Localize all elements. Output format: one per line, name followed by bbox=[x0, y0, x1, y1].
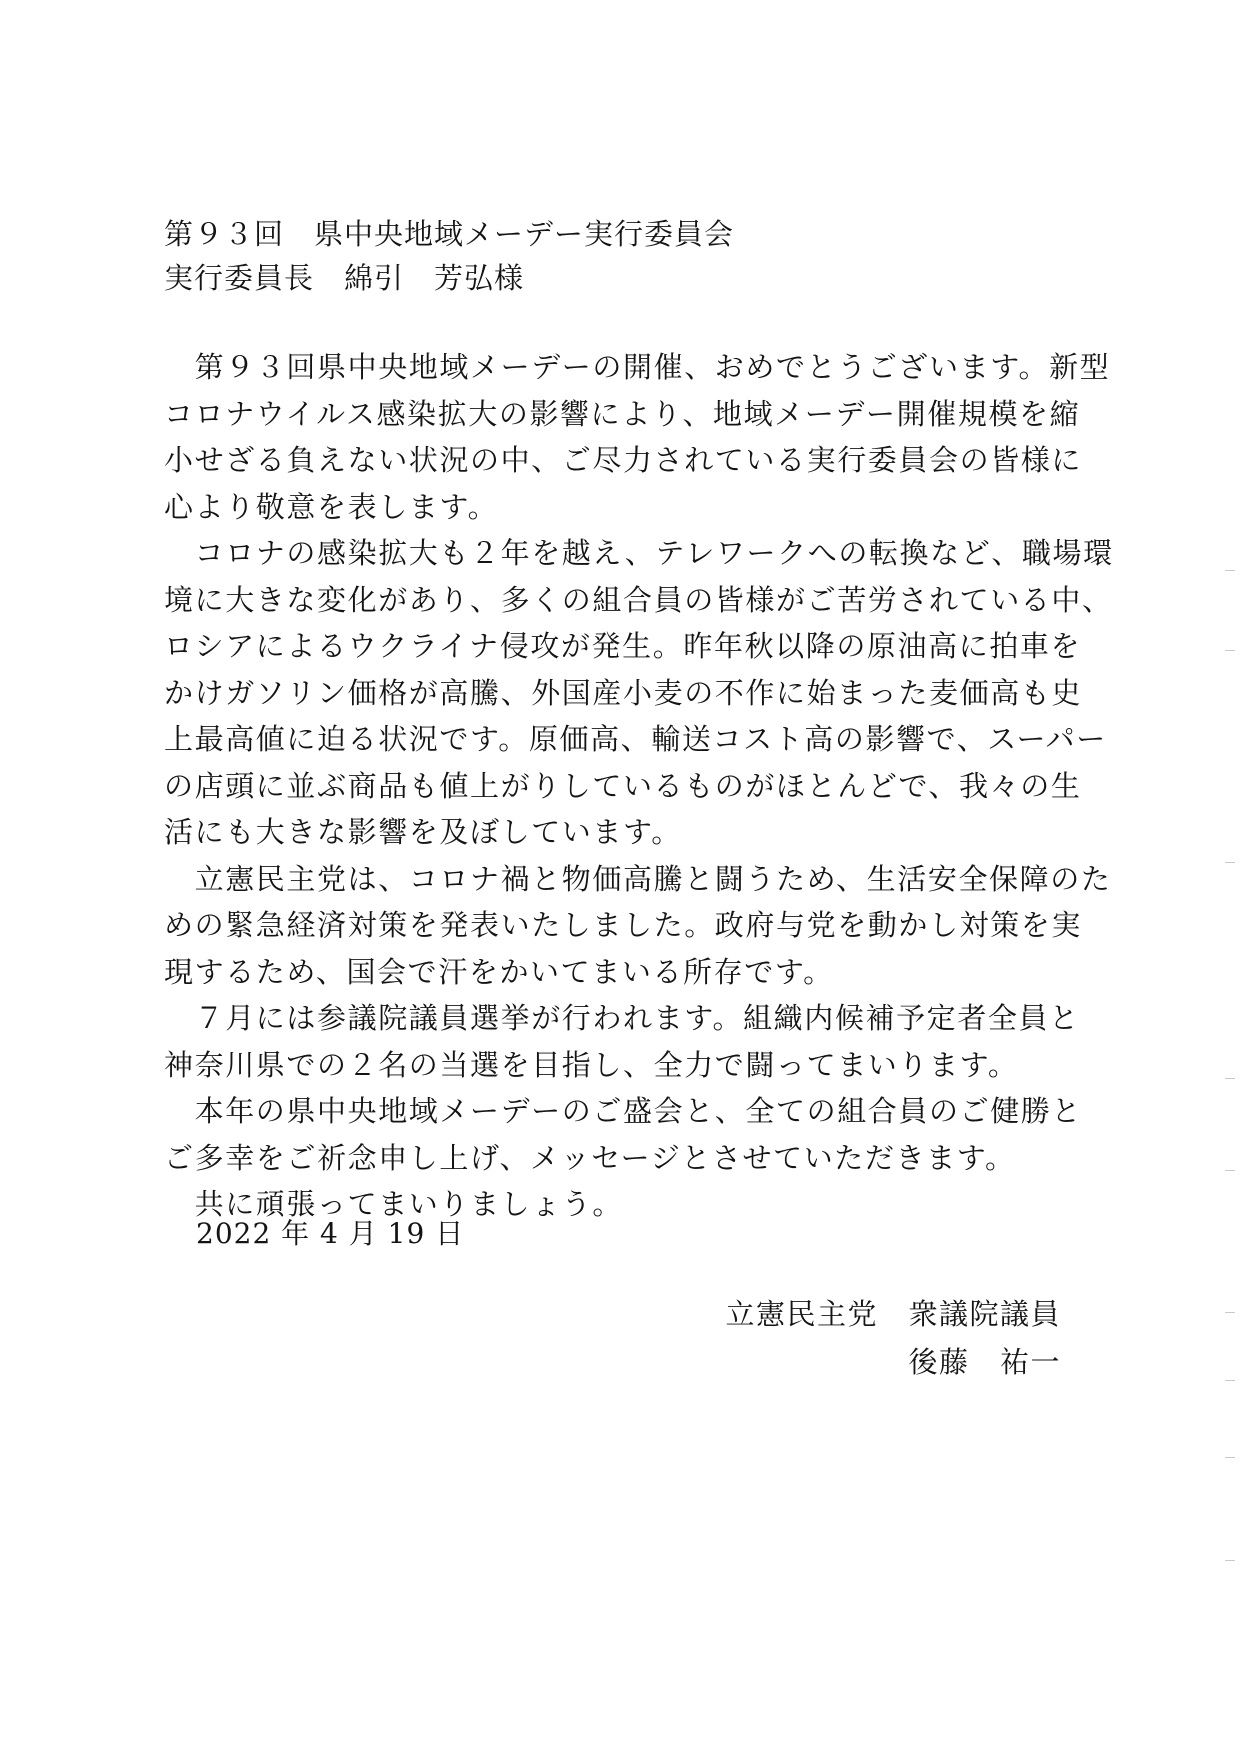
addressee-block bbox=[164, 212, 734, 300]
body-line: ロシアによるウクライナ侵攻が発生。昨年秋以降の原油高に拍車を bbox=[164, 629, 1082, 663]
body-line: 本年の県中央地域メーデーのご盛会と、全ての組合員のご健勝と bbox=[164, 1094, 1083, 1128]
body-line: 活にも大きな影響を及ぼしています。 bbox=[164, 815, 682, 849]
body-line: 第９３回県中央地域メーデーの開催、おめでとうございます。新型 bbox=[164, 350, 1111, 384]
addressee-organization: 第９３回 県中央地域メーデー実行委員会 bbox=[164, 217, 735, 251]
scan-artifact bbox=[1225, 1380, 1235, 1381]
letter-date: 2022 年 4 月 19 日 bbox=[196, 1217, 465, 1250]
signature-name: 後藤 祐一 bbox=[908, 1345, 1061, 1379]
body-line: コロナウイルス感染拡大の影響により、地域メーデー開催規模を縮 bbox=[164, 396, 1081, 431]
body-line: ご多幸をご祈念申し上げ、メッセージとさせていただきます。 bbox=[164, 1140, 1016, 1175]
body-line: 共に頑張ってまいりましょう。 bbox=[164, 1187, 624, 1221]
body-line: 神奈川県での２名の当選を目指し、全力で闘ってまいります。 bbox=[164, 1047, 1019, 1082]
body-line: ７月には参議院議員選挙が行われます。組織内候補予定者全員と bbox=[164, 1001, 1080, 1035]
letter-body bbox=[164, 344, 1114, 1228]
scan-artifact bbox=[1225, 570, 1235, 571]
body-line: 境に大きな変化があり、多くの組合員の皆様がご苦労されている中、 bbox=[164, 582, 1113, 617]
scan-artifact bbox=[1225, 1078, 1235, 1079]
signature-affiliation: 立憲民主党 衆議院議員 bbox=[725, 1297, 1061, 1331]
body-line: かけガソリン価格が高騰、外国産小麦の不作に始まった麦価高も史 bbox=[164, 675, 1083, 710]
addressee-person: 実行委員長 綿引 芳弘様 bbox=[164, 261, 525, 295]
body-line: 心より敬意を表します。 bbox=[164, 489, 499, 524]
body-line: 現するため、国会で汗をかいてまいる所存です。 bbox=[164, 954, 834, 989]
signature-block bbox=[725, 1290, 1061, 1386]
scan-artifact bbox=[1225, 650, 1235, 651]
scan-artifact bbox=[1225, 1457, 1235, 1458]
body-line: 小せざる負えない状況の中、ご尽力されている実行委員会の皆様に bbox=[164, 443, 1083, 477]
body-line: 上最高値に迫る状況です。原価高、輸送コスト高の影響で、スーパー bbox=[164, 722, 1107, 756]
body-line: 立憲民主党は、コロナ禍と物価高騰と闘うため、生活安全保障のた bbox=[164, 861, 1112, 896]
body-line: の店頭に並ぶ商品も値上がりしているものがほとんどで、我々の生 bbox=[164, 768, 1082, 803]
body-line: めの緊急経済対策を発表いたしました。政府与党を動かし対策を実 bbox=[164, 908, 1083, 942]
scan-artifact bbox=[1225, 1312, 1235, 1313]
scan-artifact bbox=[1225, 862, 1235, 863]
scan-artifact bbox=[1225, 1560, 1235, 1561]
scan-artifact bbox=[1225, 1170, 1235, 1171]
body-line: コロナの感染拡大も２年を越え、テレワークへの転換など、職場環 bbox=[164, 536, 1114, 570]
